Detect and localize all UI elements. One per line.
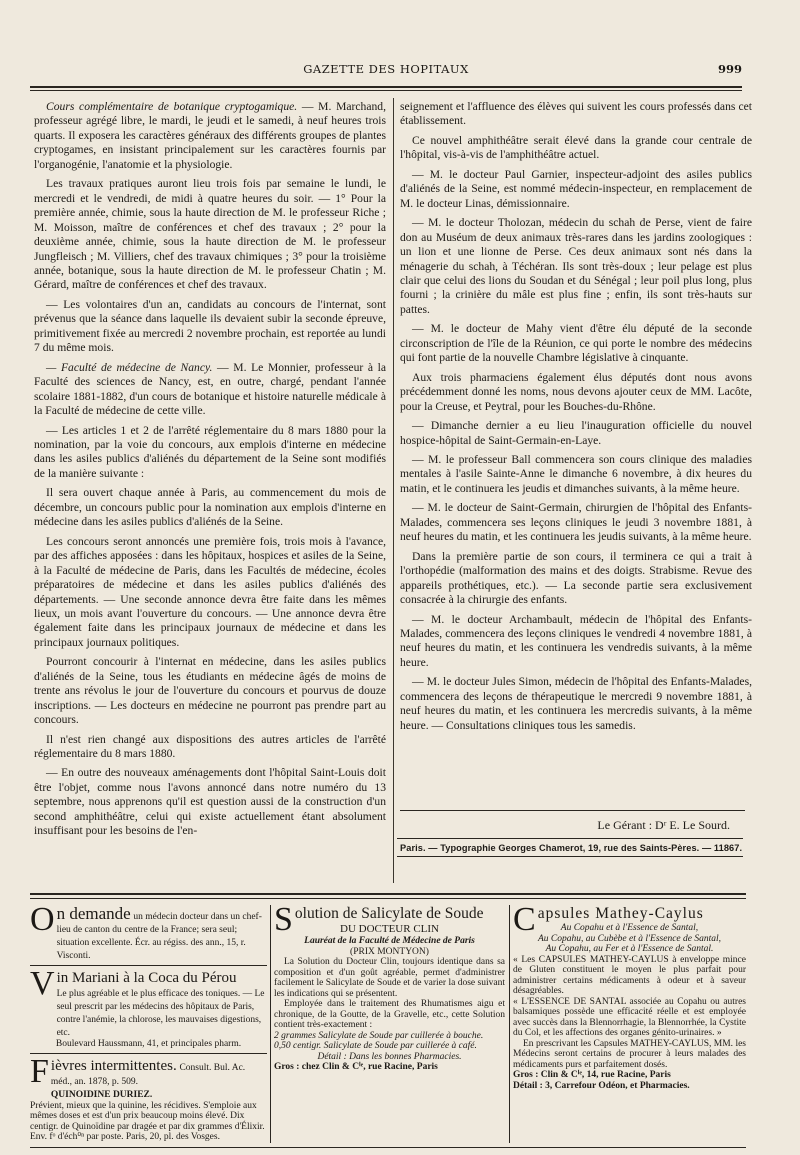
paragraph-text: — M. le docteur de Mahy vient d'être élu député de la seconde circonscription de l'île de la Réunion, ce qui porte le nombre des médecins qui font partie de la nouvelle Chambre législative à cinquante. (400, 322, 752, 365)
ad-capsules-detail: Détail : 3, Carrefour Odéon, et Pharmacies. (513, 1080, 690, 1091)
drop-cap: F (30, 1052, 49, 1090)
paragraph-text: — M. Le Monnier, professeur à la Faculté des sciences de Nancy, est, en outre, chargé, pendant l'année scolaire 1881-1882, d'un cours de botanique et histoire naturelle médicale à la Faculté de médecine de cette ville. (34, 360, 386, 418)
drop-cap: C (513, 901, 536, 938)
ads-bottom-rule (30, 1147, 746, 1148)
page-header (30, 62, 742, 80)
article-paragraph (400, 675, 752, 733)
left-column (34, 100, 386, 844)
gerant-rule (400, 810, 745, 811)
ad-fievres-heading (30, 1052, 267, 1101)
article-paragraph (34, 298, 386, 356)
right-column (400, 100, 752, 738)
paragraph-text: Ce nouvel amphithéâtre serait élevé dans la grande cour centrale de l'hôpital, vis-à-vis de l'amphithéâtre actuel. (400, 133, 752, 162)
paragraph-text: — Les articles 1 et 2 de l'arrêté réglementaire du 8 mars 1880 pour la nomination, par la voie du concours, aux emplois d'interne en médecine dans les asiles publics d'aliénés du département de la Seine sont modifiés de la manière suivante : (34, 423, 386, 480)
paragraph-lead: — Faculté de médecine de Nancy. (46, 360, 213, 374)
article-paragraph (34, 177, 386, 293)
paragraph-lead: Cours complémentaire de botanique cryptogamique. (46, 100, 298, 113)
paragraph-text: — M. Marchand, professeur agrégé libre, le mardi, le jeudi et le samedi, à neuf heures trois quarts. Il exposera les caractères généraux des différents groupes de plantes cryptogames, en insistant principalement sur les caractères fournis par l'organogénie, l'anatomie et la physiologie. (34, 100, 386, 171)
ad-column-3 (513, 901, 746, 1143)
paragraph-text: Dans la première partie de son cours, il terminera ce qui a trait à l'orthopédie (malformation des mains et des doigts. Strabisme. Revue des appareils prothétiques, etc.). — La seconde partie sera exclusivement consacrée à la chirurgie des enfants. (400, 549, 752, 607)
printer-line: Paris. — Typographie Georges Chamerot, 19, rue des Saints-Pères. — 11867. (400, 843, 743, 853)
article-paragraph (34, 655, 386, 727)
ad-salicylate-body-2: Employée dans le traitement des Rhumatismes aigu et chronique, de la Goutte, de la Gravelle, etc., cette Solution contient très-exactement : (274, 999, 505, 1030)
paragraph-text: — M. le professeur Ball commencera son cours clinique des maladies mentales à l'asile Sainte-Anne le dimanche 6 novembre, à dix heures du matin, et le continuera les jeudis et dimanches suivants, à la même heure. (400, 452, 752, 495)
header-rule-thin (30, 90, 742, 91)
paragraph-text: — M. le docteur Tholozan, médecin du schah de Perse, vient de faire don au Muséum de deux animaux très-rares dans les jardins zoologiques : un lion et une lionne de Perse. Ces deux animaux sont nés dans la ménagerie du schah, à Téchéran. Ils sont très-doux ; leur pelage est plus clair que celui des lions du Soudan et du Sénégal ; leur poil plus long, plus fourni ; la crinière du mâle est plus fine ; enfin, ils sont très-hauts sur pattes. (400, 216, 752, 316)
paragraph-text: — M. le docteur Jules Simon, médecin de l'hôpital des Enfants-Malades, commencera des leçons de thérapeutique le mercredi 9 novembre 1881, à neuf heures du matin, et les continuera les mercredis suivants, à la même heure. — Consultations cliniques tous les samedis. (400, 675, 752, 732)
paragraph-text: Pourront concourir à l'internat en médecine, dans les asiles publics d'aliénés de la Seine, tous les étudiants en médecine âgés de moins de trente ans révolus le jour de l'ouverture du concours et pourvus de douze inscriptions. — Les docteurs en médecine ne pourront pas prendre part au concours. (34, 655, 386, 727)
article-paragraph (400, 100, 752, 129)
ad-medecin-body: centre de la France; sera seul; situation excellente. Écr. au régiss. des ann., 15, r. Visconti. (56, 925, 246, 961)
ad-fievres-title: ièvres intermittentes. (50, 1057, 177, 1074)
article-paragraph (400, 453, 752, 496)
paragraph-text: — Dimanche dernier a eu lieu l'inauguration officielle du nouvel hospice-hôpital de Saint-Germain-en-Laye. (400, 419, 752, 447)
article-paragraph (400, 371, 752, 414)
ad-salicylate-detail: Détail : Dans les bonnes Pharmacies. (317, 1051, 462, 1062)
paragraph-text: Il sera ouvert chaque année à Paris, au commencement du mois de décembre, un concours public pour la nomination aux emplois d'interne en médecine dans les asiles publics d'aliénés de la Seine. (34, 486, 386, 529)
article-paragraph (400, 419, 752, 448)
ad-salicylate-prix: (PRIX MONTYON) (350, 946, 429, 957)
ad-salicylate-gros: Gros : chez Clin & Cⁱᵉ, rue Racine, Paris (274, 1062, 438, 1072)
article-paragraph (34, 424, 386, 482)
ad-salicylate-dose-1: 2 grammes Salicylate de Soude par cuillerée à bouche. (274, 1030, 484, 1041)
drop-cap: O (30, 901, 55, 938)
ad-mariani-title: in Mariani à la Coca du Pérou (56, 970, 237, 986)
paragraph-text: — M. le docteur Paul Garnier, inspecteur-adjoint des asiles publics d'aliénés de la Seine, est nommé médecin-inspecteur, en remplacement de M. le docteur Linas, démissionnaire. (400, 167, 752, 210)
ad-capsules-title: apsules Mathey-Caylus (537, 905, 704, 922)
article-paragraph (34, 486, 386, 529)
ad-medecin-heading (30, 901, 267, 962)
ad-salicylate-sub: DU DOCTEUR CLIN (340, 923, 439, 935)
ad-capsules-body-1: « Les CAPSULES MATHEY-CAYLUS à enveloppe mince de Gluten constituent le moyen le plus parfait pour administrer certains médicaments à odeur et à saveur désagréables. (513, 954, 746, 996)
ad-salicylate-dose-2: 0,50 centigr. Salicylate de Soude par cuillerée à café. (274, 1041, 477, 1051)
ad-mariani-address: Boulevard Haussmann, 41, et principales pharm. (55, 1039, 242, 1049)
paragraph-text: Il n'est rien changé aux dispositions des autres articles de l'arrêté réglementaire du 8 mars 1880. (34, 732, 386, 761)
drop-cap: S (274, 901, 293, 938)
ad-column-2 (274, 901, 505, 1143)
paragraph-text: — Les volontaires d'un an, candidats au concours de l'internat, sont prévenus que la séance dans laquelle ils devaient subir la seconde épreuve, primitivement fixée au mercredi 2 novembre prochain, est reportée au lundi 7 du même mois. (34, 297, 386, 355)
advertisements (30, 901, 746, 1145)
ad-capsules-line-2: Au Copahu, au Cubèbe et à l'Essence de Santal, (537, 933, 722, 944)
article-paragraph (400, 501, 752, 544)
header-rule (30, 86, 742, 88)
ad-mariani-heading (30, 965, 267, 1039)
article-paragraph (400, 322, 752, 365)
paragraph-text: Les travaux pratiques auront lieu trois fois par semaine le lundi, le mercredi et le vendredi, de midi à quatre heures du soir. — 1° Pour la première année, chimie, sous la haute direction de M. le professeur Riche ; M. Moisson, maître de conférences et chef des travaux ; 2° pour la deuxième année, chimie, sous la haute direction de M. le professeur Jungfleisch ; M. Villiers, chef des travaux chimiques ; 3° pour la troisième année, botanique, sous la haute direction de M. le professeur Chatin ; M. Gérard, maître de conférences et chef des travaux. (34, 177, 386, 292)
ad-medecin-title: n demande (56, 904, 131, 923)
ad-separator (509, 905, 510, 1143)
article-paragraph (34, 100, 386, 172)
ad-salicylate-body-1: La Solution du Docteur Clin, toujours identique dans sa composition et d'un goût agréable, permet d'administrer facilement le Salicylate de Soude et de varier la dose suivant les indications qui se présentent. (274, 957, 505, 999)
ad-capsules-line-3: Au Copahu, au Fer et à l'Essence de Santal. (545, 944, 714, 954)
article-paragraph (400, 168, 752, 211)
gerant-signature: Le Gérant : Dʳ E. Le Sourd. (597, 818, 730, 832)
column-separator (393, 98, 394, 883)
ad-capsules-line-1: Au Copahu et à l'Essence de Santal, (560, 923, 699, 933)
ad-capsules-gros: Gros : Clin & Cⁱᵉ, 14, rue Racine, Paris (513, 1070, 671, 1080)
ad-capsules-body-2: « L'ESSENCE DE SANTAL associée au Copahu ou autres balsamiques possède une efficacité réelle et est employée avec succès dans la Blennorrhagie, la Blennorrhée, la Cystite du Col, et les affections des organes génito-urinaires. » (513, 996, 746, 1038)
article-paragraph (34, 361, 386, 419)
article-paragraph (400, 550, 752, 608)
ad-fievres-body: Prévient, mieux que la quinine, les récidives. S'emploie aux mêmes doses et est d'un prix beaucoup moins élevé. Dix centigr. de Quinoïdine par dragée et par dix grammes d'Élixir. (30, 1100, 265, 1132)
ad-column-1 (30, 901, 267, 1143)
ad-fievres-ref: Consult. Bul. Ac. méd., an. 1878, p. 509. (50, 1062, 246, 1087)
paragraph-text: Aux trois pharmaciens également élus députés dont nous avons précédemment donné les noms, nous devons ajouter ceux de MM. Lacôte, pour la Creuse, et Peytral, pour les Bouches-du-Rhône. (400, 370, 752, 413)
journal-title: GAZETTE DES HOPITAUX (303, 62, 469, 76)
ad-medecin-subtitle: un médecin docteur dans un chef-lieu de canton du (56, 912, 262, 935)
article-paragraph (34, 535, 386, 651)
ad-separator (270, 905, 271, 1143)
ad-capsules-body-3: En prescrivant les Capsules MATHEY-CAYLUS, MM. les Médecins seront certains de procurer à leurs malades des médicaments purs et parfaitement dosés. (513, 1038, 746, 1070)
ad-quinoidine: QUINOIDINE DURIEZ. (50, 1089, 153, 1100)
paragraph-text: — M. le docteur de Saint-Germain, chirurgien de l'hôpital des Enfants-Malades, commencera ses leçons cliniques le jeudi 3 novembre 1881, à neuf heures du matin, et les continuera les jeudis suivants, à la même heure. (400, 501, 752, 544)
ad-divider (30, 1053, 267, 1054)
ad-fievres-address: Env. fᵒ d'éch⁰ⁿ par poste. Paris, 20, pl. des Vosges. (30, 1132, 220, 1142)
article-paragraph (400, 216, 752, 317)
ad-mariani-body: Le plus agréable et le plus efficace des toniques. — Le seul prescrit par les médecins des hôpitaux de Paris, contre l'anémie, la chlorose, les mauvaises digestions, etc. (56, 989, 265, 1038)
page-number: 999 (717, 62, 742, 76)
paragraph-text: Les concours seront annoncés une première fois, trois mois à l'avance, par des affiches apposées : dans les hôpitaux, hospices et asiles de la Seine, à la Faculté de médecine de Paris, dans les Facultés de médecine, écoles préparatoires de médecine et dans les asiles publics d'aliénés des départements. — Une seconde annonce devra être faite dans les mêmes lieux, un mois avant l'ouverture du concours. — Une annonce devra être également faite dans les principaux journaux de médecine et dans les principaux journaux politiques. (34, 534, 386, 649)
article-paragraph (400, 613, 752, 671)
ads-top-rule (30, 893, 746, 895)
drop-cap: V (30, 965, 55, 1002)
ads-top-rule-thin (30, 898, 746, 899)
paragraph-text: — En outre des nouveaux aménagements dont l'hôpital Saint-Louis doit être l'objet, comme nous l'avons annoncé dans notre numéro du 13 septembre, nous apprenons qu'il est question aussi de la construction d'un second amphithéâtre, celui qui existe actuellement étant absolument insuffisant pour les besoins de l'en- (34, 766, 386, 838)
article-paragraph (400, 134, 752, 163)
ad-divider (30, 965, 267, 966)
ad-salicylate-laureat: Lauréat de la Faculté de Médecine de Paris (304, 936, 475, 946)
paragraph-text: — M. le docteur Archambault, médecin de l'hôpital des Enfants-Malades, commencera des leçons cliniques le vendredi 4 novembre 1881, à neuf heures du matin, et les continuera les vendredis suivants, à la même heure. (400, 612, 752, 669)
article-paragraph (34, 733, 386, 762)
article-paragraph (34, 766, 386, 838)
ad-salicylate-title: olution de Salicylate de Soude (294, 905, 484, 922)
paragraph-text: seignement et l'affluence des élèves qui suivent les cours professés dans cet établissement. (400, 100, 752, 128)
